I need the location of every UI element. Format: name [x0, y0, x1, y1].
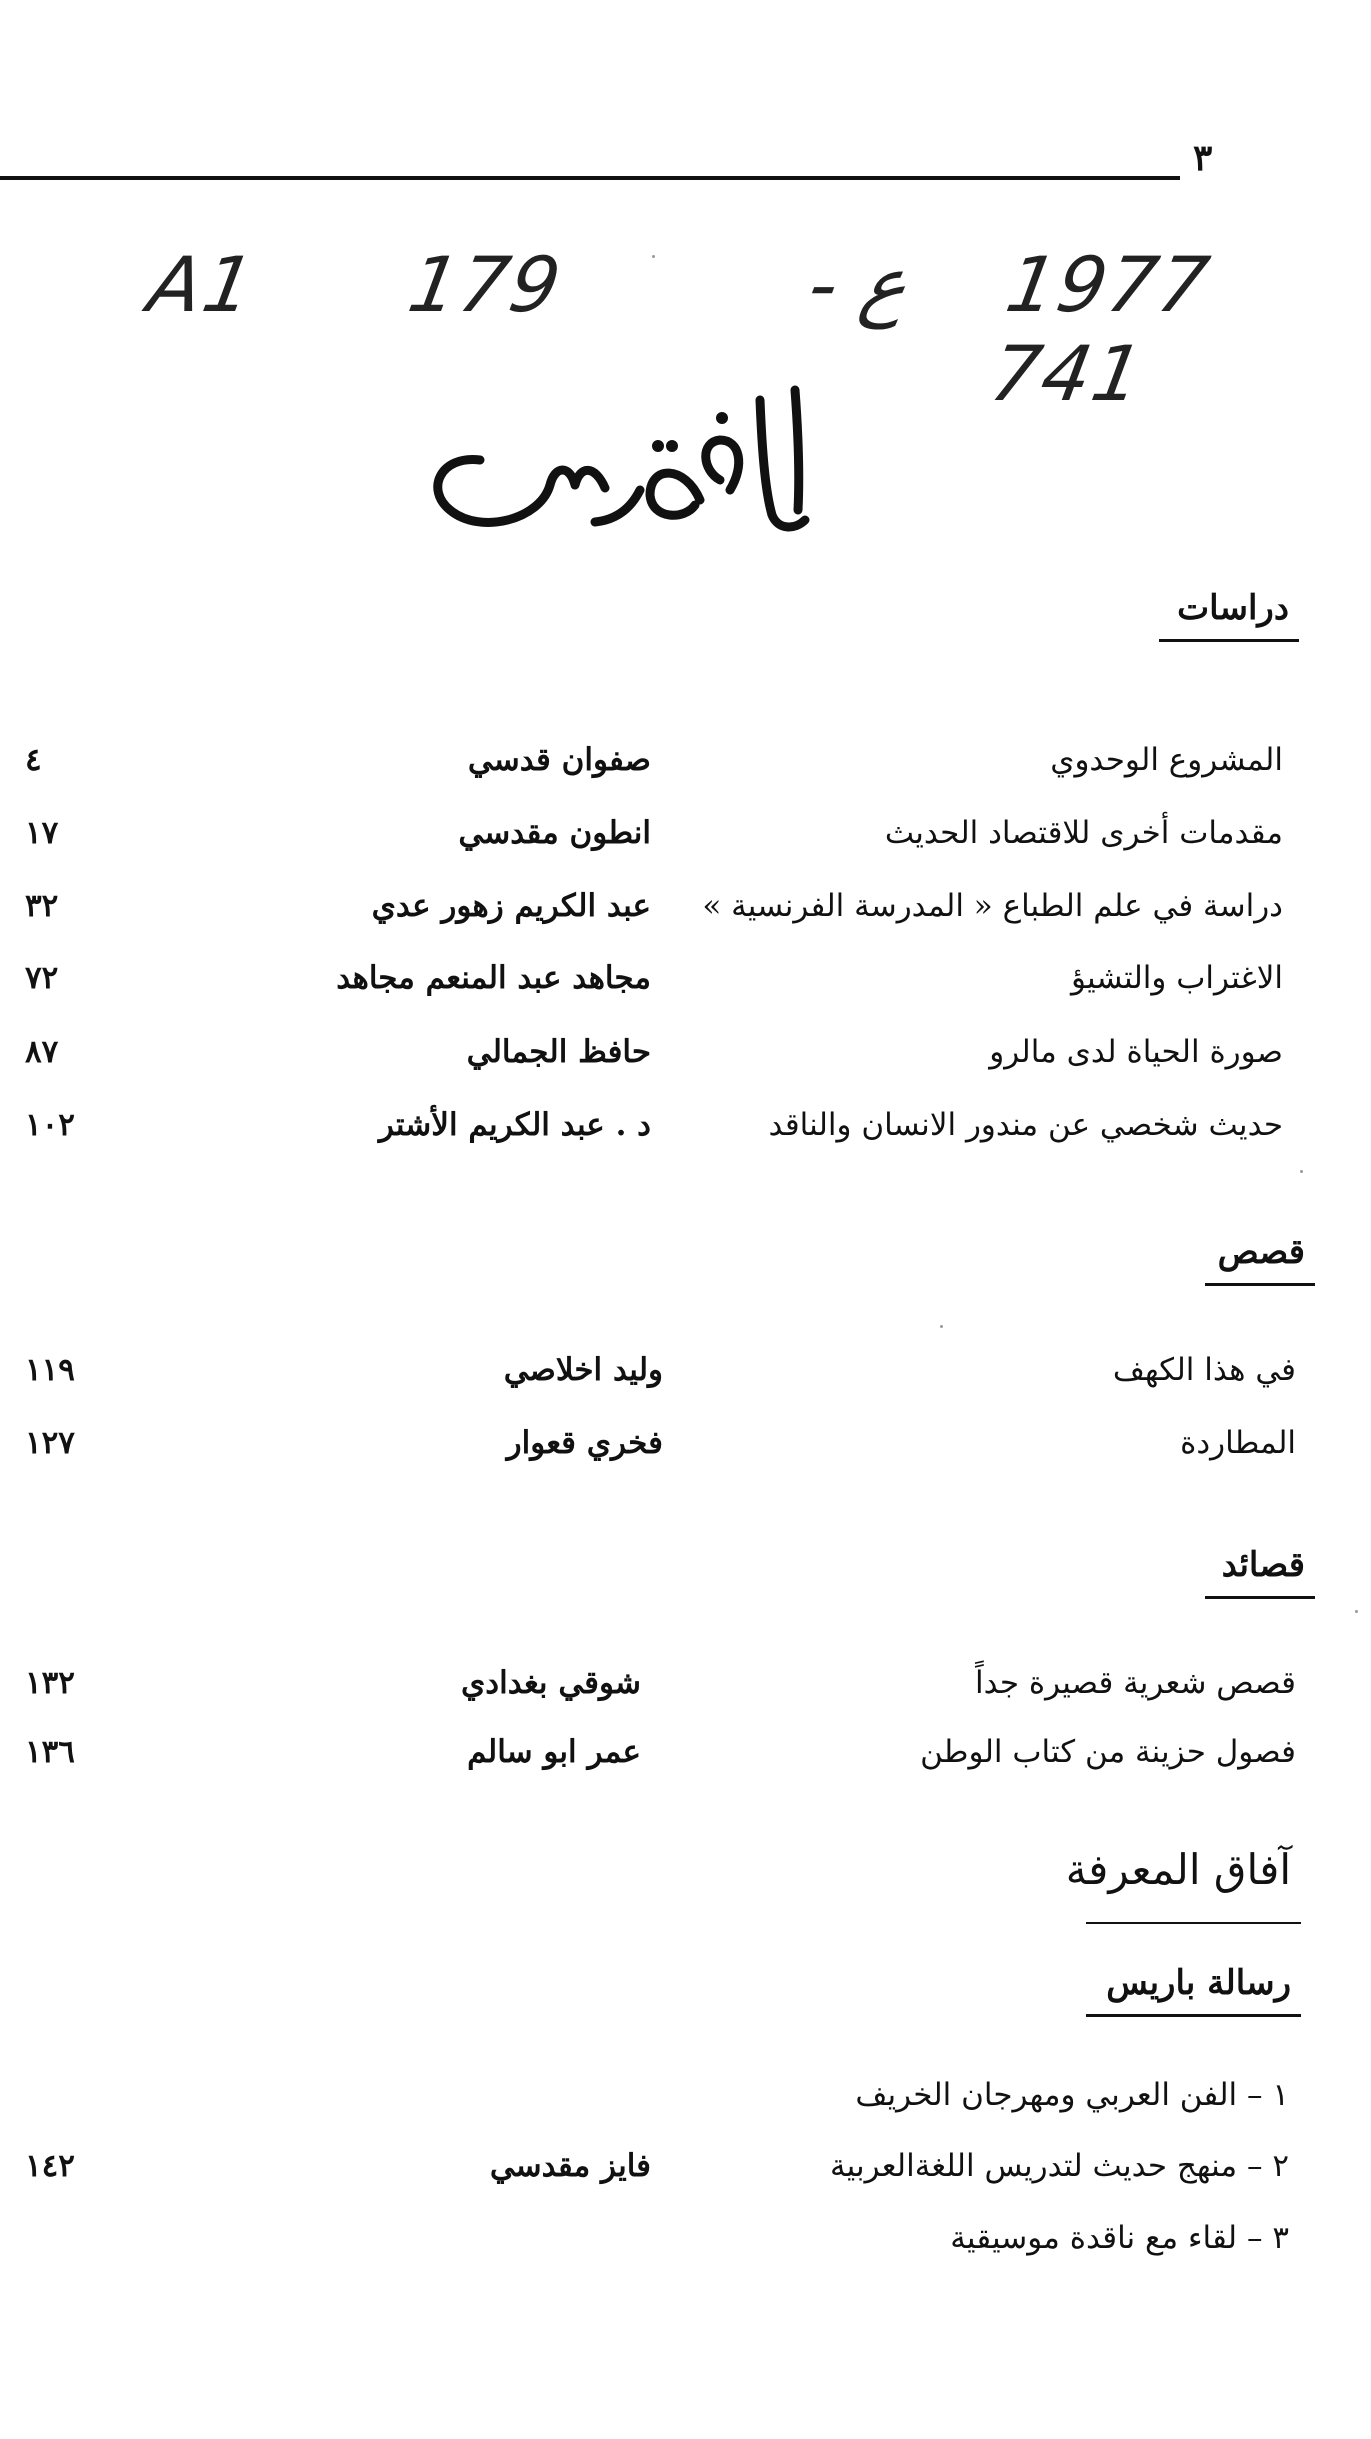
- handwritten-catalog-note: [142, 240, 1230, 418]
- entry-title: قصص شعرية قصيرة جداً: [975, 1665, 1296, 1701]
- entry-page: ١٤٢: [25, 2148, 75, 2184]
- toc-row: [0, 1734, 1371, 1784]
- entry-author: انطون مقدسي: [458, 815, 651, 851]
- entry-page: ١٠٢: [25, 1107, 75, 1143]
- entry-author: حافظ الجمالي: [466, 1034, 651, 1070]
- section-heading-text: قصائد: [1221, 1545, 1305, 1585]
- section-heading-text: آفاق المعرفة: [1065, 1845, 1291, 1894]
- entry-title: دراسة في علم الطباع « المدرسة الفرنسية »: [702, 888, 1283, 924]
- scan-speck: [940, 1325, 943, 1328]
- entry-author: فخري قعوار: [506, 1425, 663, 1461]
- entry-author: عمر ابو سالم: [467, 1734, 641, 1770]
- toc-row: [0, 1425, 1371, 1475]
- entry-page: ١٣٦: [25, 1734, 75, 1770]
- header-rule: [0, 176, 1180, 180]
- entry-title: المشروع الوحدوي: [1050, 742, 1283, 778]
- entry-author: عبد الكريم زهور عدي: [371, 888, 651, 924]
- entry-author: فايز مقدسي: [489, 2148, 651, 2184]
- section-heading-text: قصص: [1217, 1232, 1305, 1272]
- entry-author: وليد اخلاصي: [503, 1352, 663, 1388]
- page-number: ٣: [1193, 137, 1213, 179]
- toc-row: [0, 1034, 1371, 1084]
- entry-title: مقدمات أخرى للاقتصاد الحديث: [884, 815, 1283, 851]
- entry-title: في هذا الكهف: [1112, 1352, 1296, 1388]
- entry-author: د . عبد الكريم الأشتر: [378, 1107, 651, 1143]
- toc-row: [0, 888, 1371, 938]
- scan-speck: [652, 255, 655, 258]
- section-heading-text: دراسات: [1177, 588, 1289, 628]
- section-underline: [1205, 1283, 1315, 1286]
- page-title: [400, 370, 850, 540]
- entry-page: ٧٢: [25, 960, 59, 996]
- section-underline: [1159, 639, 1299, 642]
- entry-title: صورة الحياة لدى مالرو: [989, 1034, 1283, 1070]
- entry-page: ٤: [25, 742, 42, 778]
- entry-page: ٣٢: [25, 888, 59, 924]
- scan-speck: [1300, 1170, 1303, 1173]
- entry-page: ١٣٢: [25, 1665, 75, 1701]
- entry-page: ١١٩: [25, 1352, 75, 1388]
- toc-row: [0, 815, 1371, 865]
- toc-row: [0, 1665, 1371, 1715]
- toc-row: [0, 960, 1371, 1010]
- section-heading-studies: [1177, 588, 1289, 628]
- toc-row: [0, 742, 1371, 792]
- handwritten-note-1: A1: [142, 240, 263, 329]
- section-heading-poems: [1222, 1545, 1305, 1585]
- toc-row: [0, 2077, 1371, 2127]
- entry-title: حديث شخصي عن مندور الانسان والناقد: [768, 1107, 1283, 1143]
- entry-author: مجاهد عبد المنعم مجاهد: [336, 960, 651, 996]
- toc-row: [0, 2148, 1371, 2198]
- toc-row: [0, 1352, 1371, 1402]
- entry-page: ١٧: [25, 815, 59, 851]
- handwritten-note-2: 179: [402, 240, 569, 329]
- toc-row: [0, 1107, 1371, 1157]
- entry-title: الاغتراب والتشيؤ: [1070, 960, 1283, 996]
- section-underline: [1086, 1922, 1301, 1924]
- entry-title: ٢ – منهج حديث لتدريس اللغةالعربية: [830, 2148, 1289, 2184]
- scan-speck: [1355, 1610, 1358, 1613]
- entry-title: المطاردة: [1180, 1425, 1296, 1461]
- entry-title: فصول حزينة من كتاب الوطن: [920, 1734, 1296, 1770]
- calligraphy-title-logo: [400, 370, 850, 540]
- entry-title: ٣ – لقاء مع ناقدة موسيقية: [950, 2220, 1289, 2256]
- section-heading-afaq: [1066, 1845, 1291, 1894]
- entry-page: ١٢٧: [25, 1425, 75, 1461]
- section-underline: [1205, 1596, 1315, 1599]
- subsection-heading-text: رسالة باريس: [1106, 1963, 1291, 2003]
- entry-title: ١ – الفن العربي ومهرجان الخريف: [855, 2077, 1289, 2113]
- handwritten-note-3: - ع: [802, 240, 915, 329]
- entry-author: شوقي بغدادي: [461, 1665, 641, 1701]
- section-underline: [1086, 2014, 1301, 2017]
- toc-row: [0, 2220, 1371, 2270]
- entry-author: صفوان قدسي: [467, 742, 651, 778]
- entry-page: ٨٧: [25, 1034, 59, 1070]
- subsection-heading-paris-letter: [1106, 1963, 1291, 2003]
- section-heading-stories: [1218, 1232, 1305, 1272]
- handwritten-note-4: 1977 741: [984, 240, 1218, 418]
